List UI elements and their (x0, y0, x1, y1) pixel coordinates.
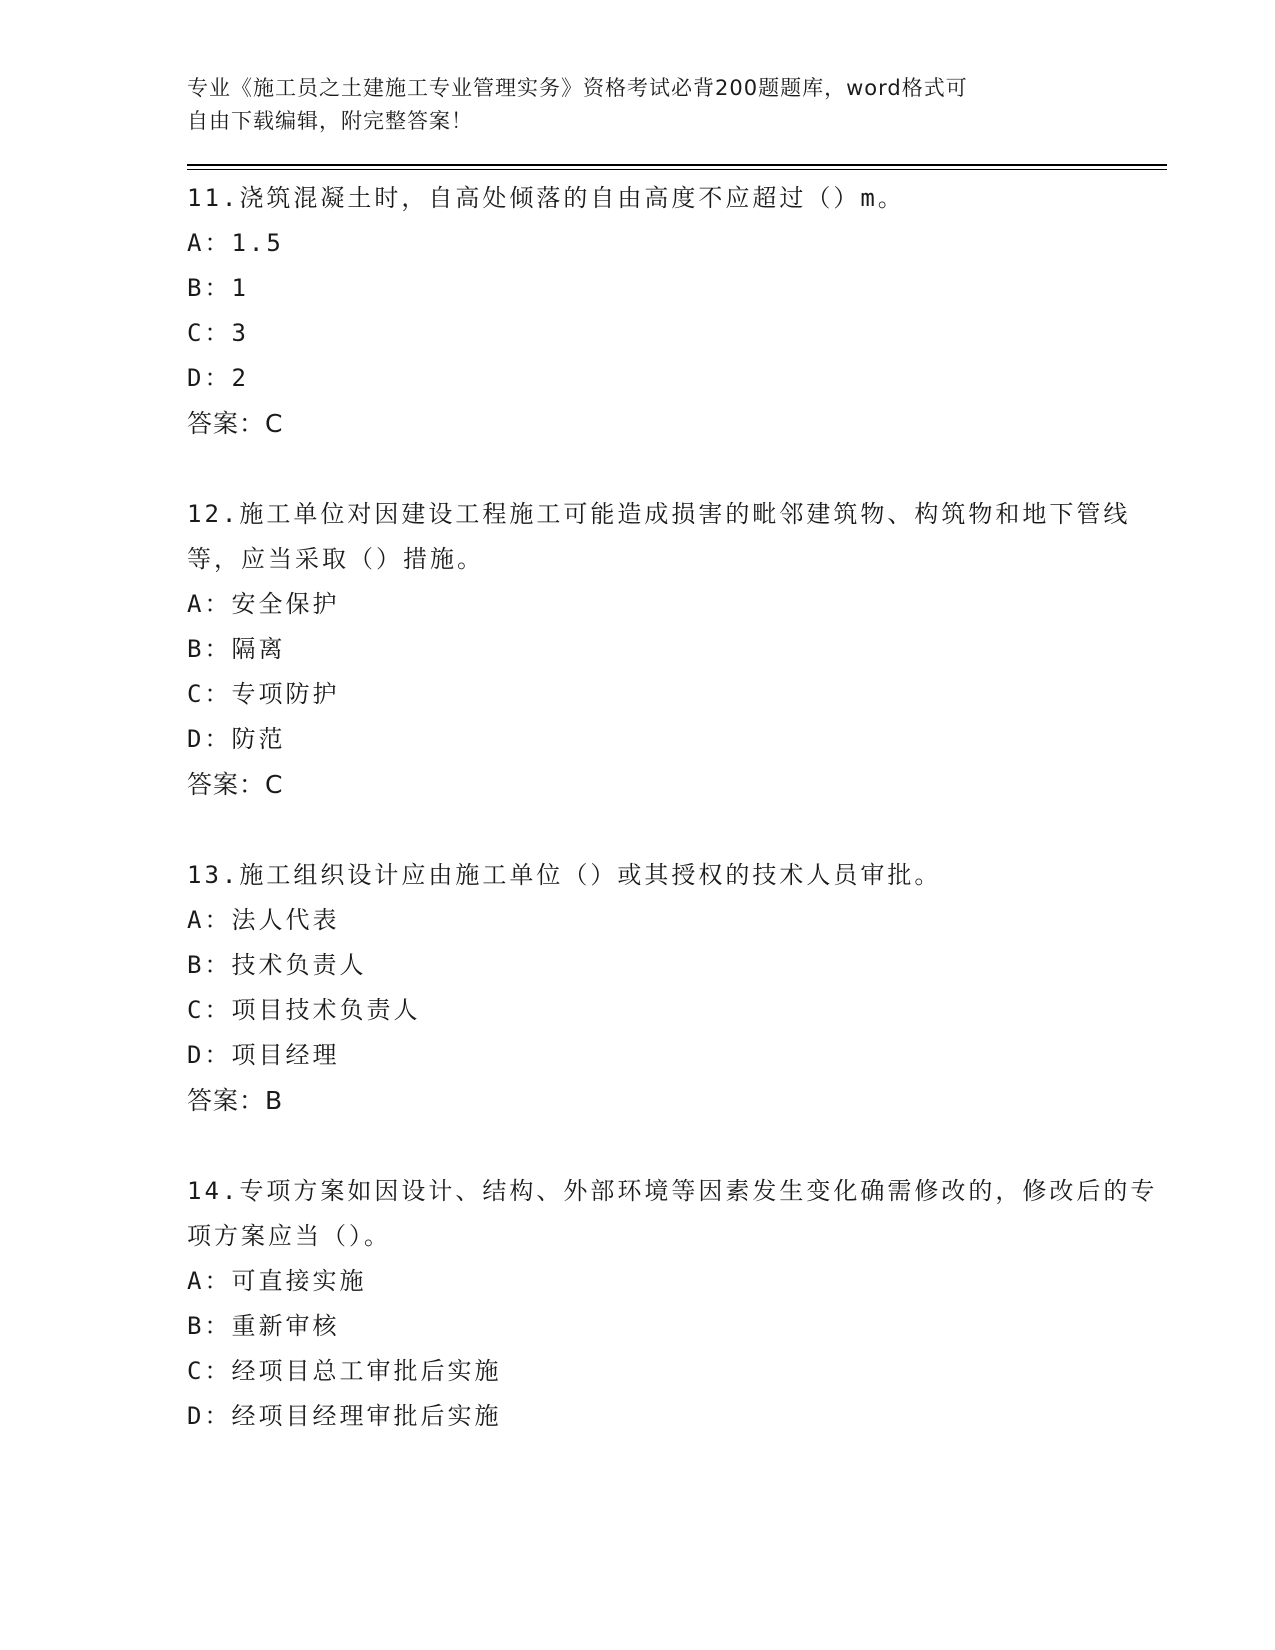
option-a: A：可直接实施 (187, 1267, 367, 1295)
answer: 答案：B (187, 1086, 284, 1115)
option-b: B：隔离 (187, 635, 286, 663)
question-stem: 14.专项方案如因设计、结构、外部环境等因素发生变化确需修改的，修改后的专项方案应当（）。 (187, 1177, 1158, 1250)
document-header (187, 72, 1167, 138)
question-14 (187, 1169, 1167, 1439)
question-stem: 13.施工组织设计应由施工单位（）或其授权的技术人员审批。 (187, 861, 942, 889)
option-c: C：3 (187, 319, 249, 347)
option-a: A：安全保护 (187, 590, 340, 618)
option-b: B：1 (187, 274, 249, 302)
question-stem: 11.浇筑混凝土时，自高处倾落的自由高度不应超过（）m。 (187, 184, 905, 212)
question-stem: 12.施工单位对因建设工程施工可能造成损害的毗邻建筑物、构筑物和地下管线等，应当采取（）措施。 (187, 500, 1131, 573)
option-d: D：防范 (187, 725, 286, 753)
option-d: D：经项目经理审批后实施 (187, 1402, 502, 1430)
question-list (187, 176, 1167, 1439)
option-d: D：2 (187, 364, 249, 392)
answer: 答案：C (187, 770, 284, 799)
option-b: B：重新审核 (187, 1312, 340, 1340)
answer: 答案：C (187, 409, 284, 438)
option-b: B：技术负责人 (187, 951, 367, 979)
question-11 (187, 176, 1167, 446)
option-a: A：1.5 (187, 229, 284, 257)
option-a: A：法人代表 (187, 906, 340, 934)
option-d: D：项目经理 (187, 1041, 340, 1069)
option-c: C：专项防护 (187, 680, 340, 708)
question-12 (187, 492, 1167, 807)
option-c: C：项目技术负责人 (187, 996, 421, 1024)
question-13 (187, 853, 1167, 1123)
option-c: C：经项目总工审批后实施 (187, 1357, 502, 1385)
header-line-2: 自由下载编辑，附完整答案！ (187, 109, 473, 133)
header-line-1: 专业《施工员之土建施工专业管理实务》资格考试必背200题题库，word格式可 (187, 76, 968, 100)
document-page (187, 72, 1167, 1485)
header-divider (187, 164, 1167, 170)
